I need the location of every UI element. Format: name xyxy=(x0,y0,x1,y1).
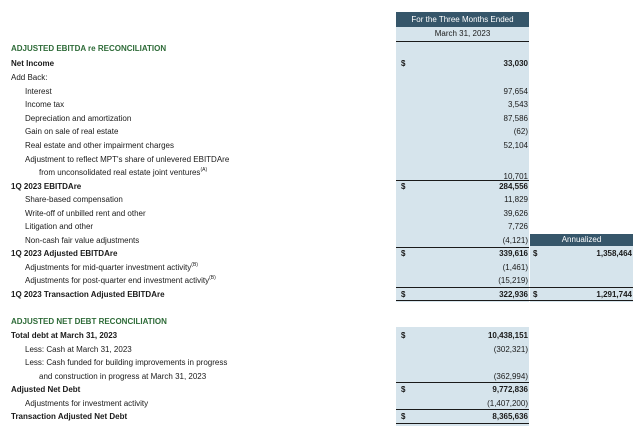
debt-section-title: ADJUSTED NET DEBT RECONCILIATION xyxy=(11,317,167,326)
adj-ebitdare-value: 339,616 xyxy=(499,249,528,258)
total-debt-currency: $ xyxy=(401,331,406,340)
income-tax-value: 3,543 xyxy=(507,100,528,109)
share-comp-value: 11,829 xyxy=(504,195,528,204)
net-income-currency: $ xyxy=(401,59,406,68)
net-income-value: 33,030 xyxy=(503,59,528,68)
total-debt-value: 10,438,151 xyxy=(487,331,528,340)
adj-net-debt-currency: $ xyxy=(401,385,406,394)
less-funded-label-line2: and construction in progress at March 31, 2023 xyxy=(39,372,207,381)
total-debt-label: Total debt at March 31, 2023 xyxy=(11,331,118,340)
inv-activity-label: Adjustments for investment activity xyxy=(25,399,149,408)
inv-activity-value: (1,407,200) xyxy=(487,399,528,408)
less-funded-value: (362,994) xyxy=(493,372,528,381)
annualized-header: Annualized xyxy=(530,234,633,246)
mid-quarter-label: Adjustments for mid-quarter investment activity$^{(B)}$ xyxy=(25,262,198,272)
interest-label: Interest xyxy=(25,87,52,96)
income-tax-label: Income tax xyxy=(25,100,65,109)
writeoff-label: Write-off of unbilled rent and other xyxy=(25,209,146,218)
trans-adj-label: 1Q 2023 Transaction Adjusted EBITDAre xyxy=(11,290,165,299)
trans-net-debt-label: Transaction Adjusted Net Debt xyxy=(11,412,128,421)
noncash-value: (4,121) xyxy=(502,236,528,245)
adj-ebitdare-top-rule xyxy=(396,247,529,248)
interest-value: 97,654 xyxy=(503,87,528,96)
impairment-value: 52,104 xyxy=(503,141,528,150)
footnote-a: (A) xyxy=(200,167,208,173)
trans-adj-double-rule xyxy=(396,300,633,301)
adj-net-debt-value: 9,772,836 xyxy=(492,385,528,394)
footnote-b: (B) xyxy=(209,275,216,281)
depreciation-value: 87,586 xyxy=(503,114,528,123)
gain-sale-label: Gain on sale of real estate xyxy=(25,127,119,136)
footnote-b: (B) xyxy=(191,262,198,268)
ebitdare-currency: $ xyxy=(401,182,406,191)
trans-net-debt-top-rule xyxy=(396,409,529,410)
adj-ebitdare-annualized-value: 1,358,464 xyxy=(596,249,632,258)
less-funded-label-line1: Less: Cash funded for building improvements in progress xyxy=(25,358,228,367)
gain-sale-value: (62) xyxy=(513,127,528,136)
trans-adj-value: 322,936 xyxy=(499,290,528,299)
trans-adj-currency: $ xyxy=(401,290,406,299)
trans-adj-annualized-currency: $ xyxy=(533,290,538,299)
post-quarter-label: Adjustments for post-quarter end investment activity$^{(B)}$ xyxy=(25,275,216,285)
mpt-adjustment-value: 10,701 xyxy=(503,172,528,181)
net-income-label: Net Income xyxy=(11,59,55,68)
share-comp-label: Share-based compensation xyxy=(25,195,123,204)
impairment-label: Real estate and other impairment charges xyxy=(25,141,174,150)
trans-net-debt-double-rule xyxy=(396,423,529,424)
adj-net-debt-top-rule xyxy=(396,382,529,383)
mpt-adjustment-label-line1: Adjustment to reflect MPT's share of unlevered EBITDAre xyxy=(25,155,230,164)
less-cash-value: (302,321) xyxy=(493,345,528,354)
ebitdare-label: 1Q 2023 EBITDAre xyxy=(11,182,82,191)
ebitdare-top-rule xyxy=(396,180,529,181)
adj-ebitdare-currency: $ xyxy=(401,249,406,258)
value-column-shading xyxy=(396,27,529,302)
litigation-value: 7,726 xyxy=(507,222,528,231)
depreciation-label: Depreciation and amortization xyxy=(25,114,132,123)
adj-net-debt-label: Adjusted Net Debt xyxy=(11,385,81,394)
noncash-label: Non-cash fair value adjustments xyxy=(25,236,140,245)
add-back-label: Add Back: xyxy=(11,73,48,82)
period-date-underline xyxy=(396,41,529,42)
trans-net-debt-currency: $ xyxy=(401,412,406,421)
post-quarter-value: (15,219) xyxy=(498,276,528,285)
trans-net-debt-value: 8,365,636 xyxy=(492,412,528,421)
adj-ebitdare-annualized-currency: $ xyxy=(533,249,538,258)
writeoff-value: 39,626 xyxy=(503,209,528,218)
trans-adj-annualized-value: 1,291,744 xyxy=(596,290,632,299)
period-date: March 31, 2023 xyxy=(434,29,491,38)
mpt-adjustment-label-line2: from unconsolidated real estate joint ventures$^{(A)}$ xyxy=(39,167,208,177)
ebitdare-value: 284,556 xyxy=(499,182,528,191)
less-cash-label: Less: Cash at March 31, 2023 xyxy=(25,345,132,354)
litigation-label: Litigation and other xyxy=(25,222,94,231)
ebitda-section-title: ADJUSTED EBITDA re RECONCILIATION xyxy=(11,44,167,53)
adj-ebitdare-label: 1Q 2023 Adjusted EBITDAre xyxy=(11,249,118,258)
trans-adj-top-rule xyxy=(396,287,633,288)
period-header: For the Three Months Ended xyxy=(396,12,529,27)
mid-quarter-value: (1,461) xyxy=(502,263,528,272)
